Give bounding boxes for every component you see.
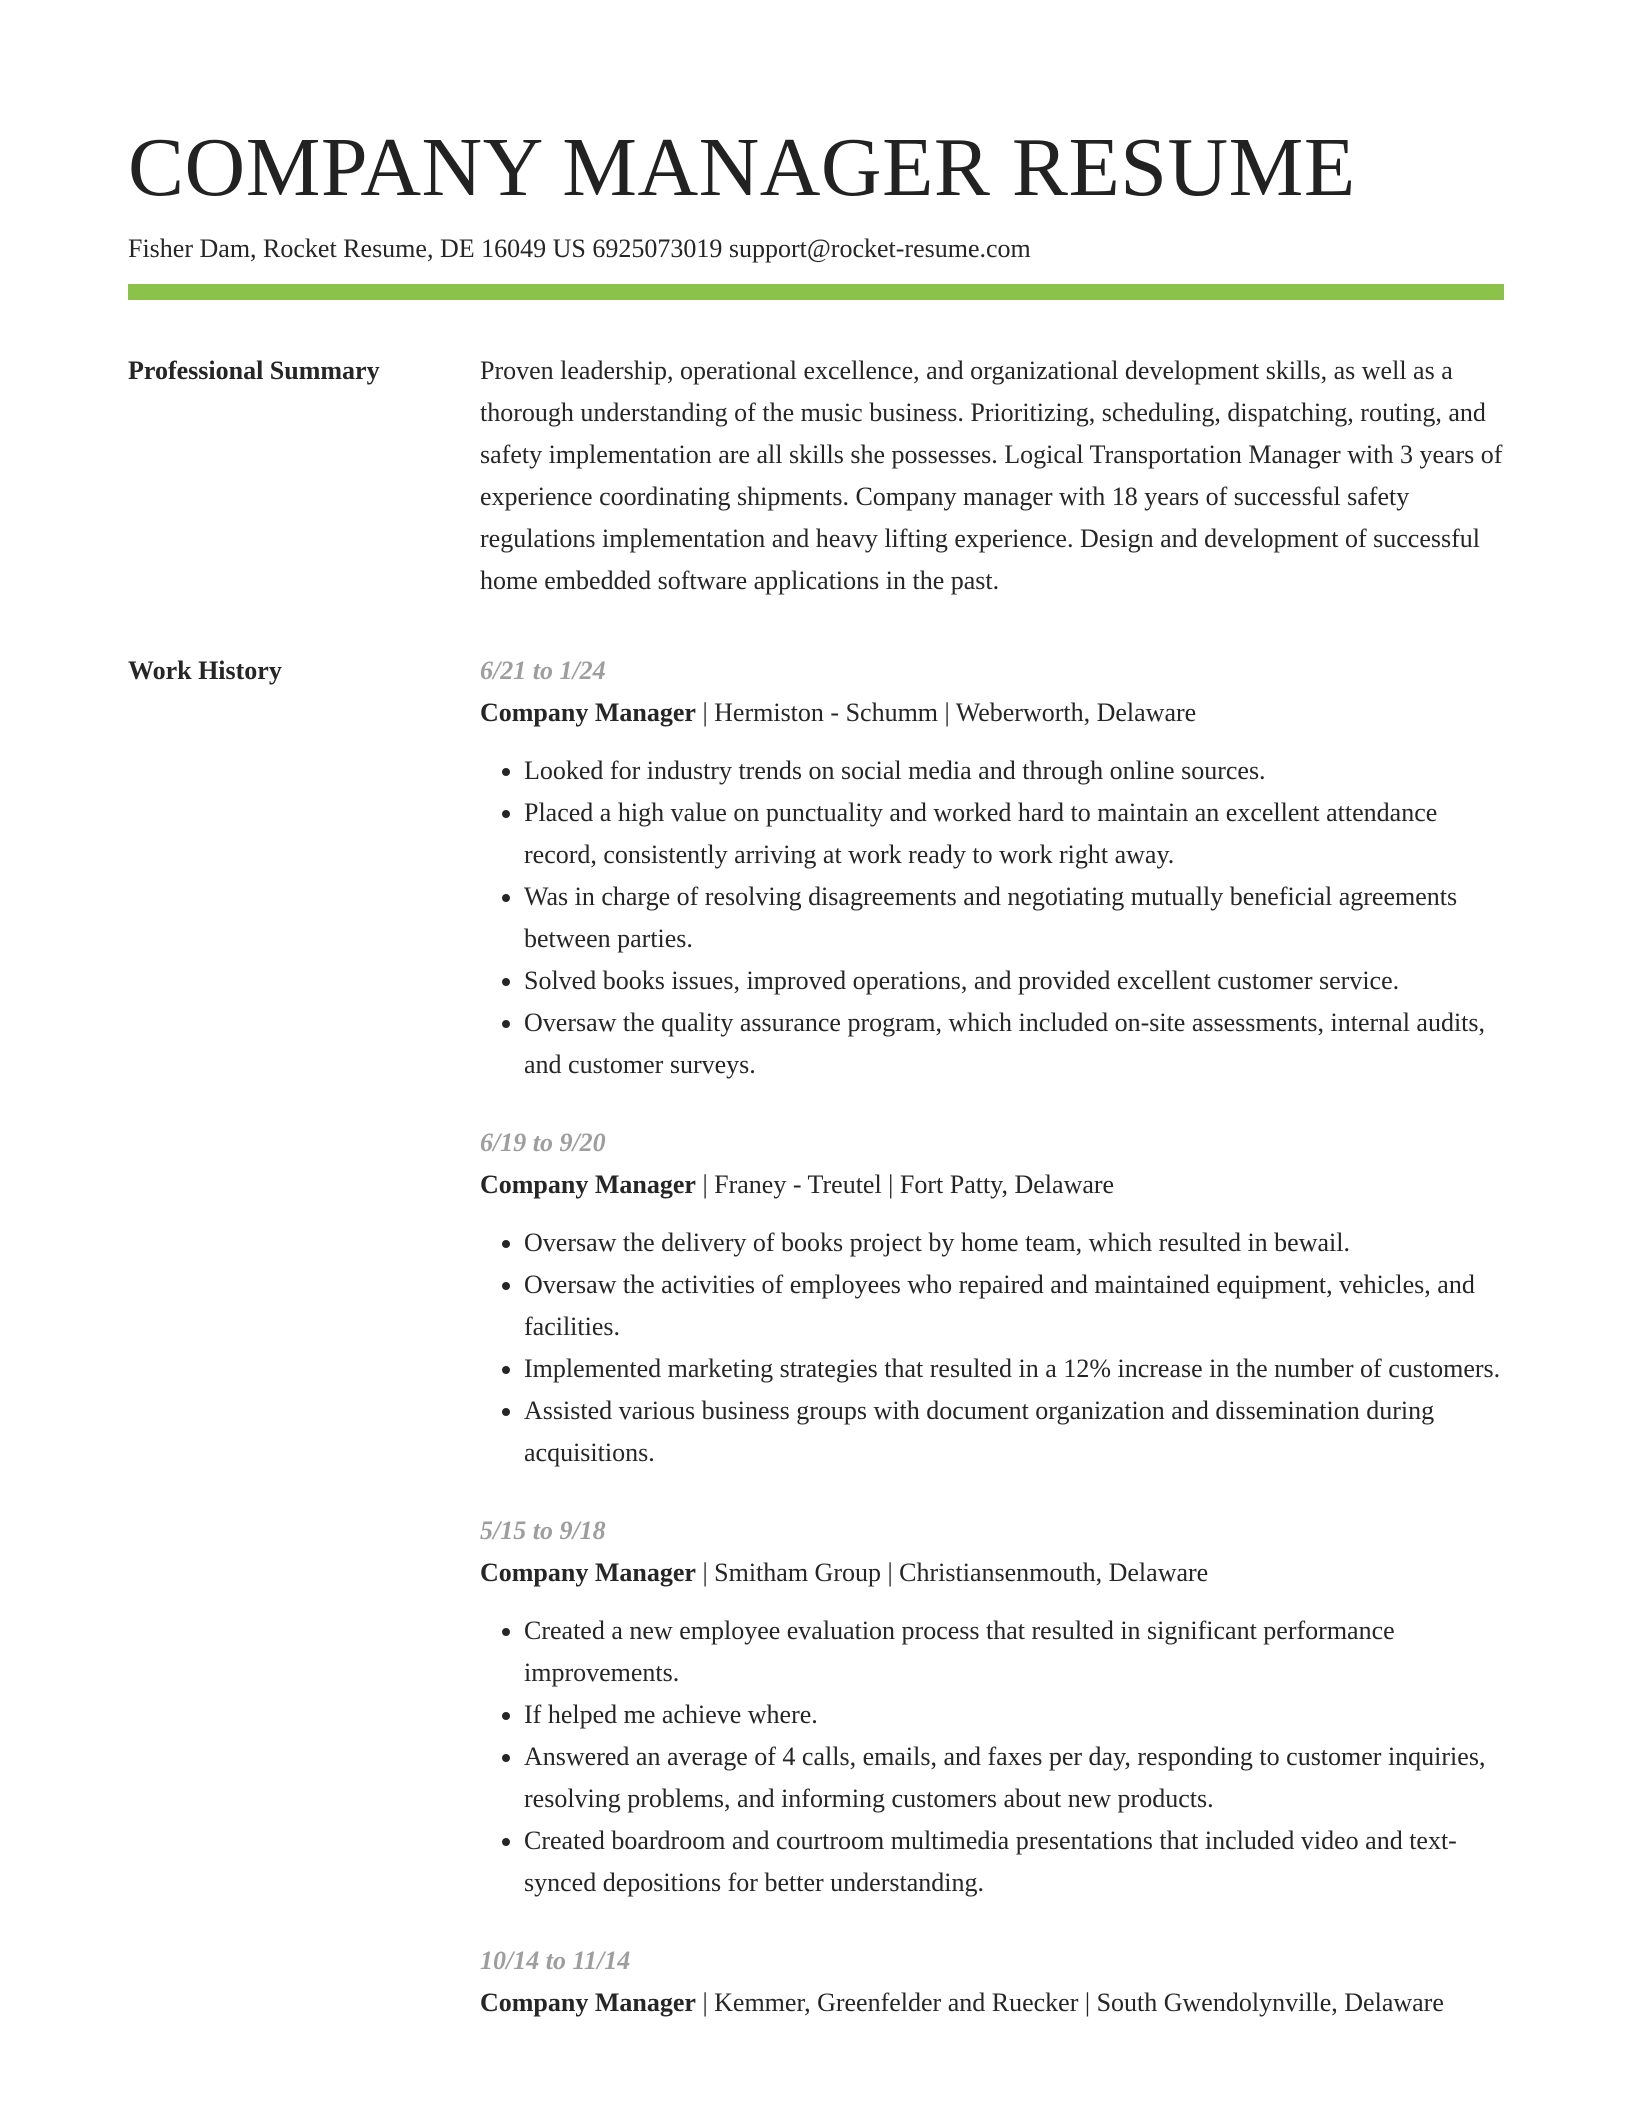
job-dates: 6/21 to 1/24 [480, 656, 606, 685]
job-heading [480, 692, 1504, 734]
job-bullet: • If helped me achieve where. [524, 1694, 1504, 1736]
job-dates: 5/15 to 9/18 [480, 1516, 606, 1545]
job-dates: 6/19 to 9/20 [480, 1128, 606, 1157]
job-title: Company Manager [480, 1170, 696, 1199]
job-bullet: • Oversaw the activities of employees who repaired and maintained equipment, vehicles, and facilities. [524, 1264, 1504, 1348]
job-entry [480, 650, 1504, 1086]
job-bullets [480, 750, 1504, 1086]
job-bullet: • Assisted various business groups with document organization and dissemination during acquisitions. [524, 1390, 1504, 1474]
job-title: Company Manager [480, 698, 696, 727]
job-entry [480, 1122, 1504, 1474]
job-employer-location: | Smitham Group | Christiansenmouth, Delaware [695, 1558, 1209, 1587]
summary-text: Proven leadership, operational excellence, and organizational development skills, as well as a thorough understanding of the music business. Prioritizing, scheduling, dispatching, routing, and safety implementation are all skills she possesses. Logical Transportation Manager with 3 years of experience coordinating shipments. Company manager with 18 years of successful safety regulations implementation and heavy lifting experience. Design and development of successful home embedded software applications in the past. [480, 356, 1503, 595]
resume-title: COMPANY MANAGER RESUME [128, 121, 1356, 214]
job-heading [480, 1982, 1504, 2024]
job-bullets [480, 1222, 1504, 1474]
summary-body [480, 350, 1504, 602]
contact-line: Fisher Dam, Rocket Resume, DE 16049 US 6925073019 support@rocket-resume.com [128, 234, 1031, 263]
job-dates: 10/14 to 11/14 [480, 1946, 631, 1975]
section-label-summary: Professional Summary [128, 356, 380, 385]
job-bullet: • Looked for industry trends on social media and through online sources. [524, 750, 1504, 792]
job-entry [480, 1510, 1504, 1904]
job-bullet: • Oversaw the delivery of books project by home team, which resulted in bewail. [524, 1222, 1504, 1264]
job-bullet: • Solved books issues, improved operations, and provided excellent customer service. [524, 960, 1504, 1002]
job-entry [480, 1940, 1504, 2024]
job-bullet: • Created boardroom and courtroom multimedia presentations that included video and text-synced depositions for better understanding. [524, 1820, 1504, 1904]
job-bullet: • Implemented marketing strategies that resulted in a 12% increase in the number of customers. [524, 1348, 1504, 1390]
job-bullet: • Placed a high value on punctuality and worked hard to maintain an excellent attendance record, consistently arriving at work ready to work right away. [524, 792, 1504, 876]
job-bullet: • Created a new employee evaluation process that resulted in significant performance improvements. [524, 1610, 1504, 1694]
professional-summary-section [128, 350, 1504, 602]
job-bullet: • Answered an average of 4 calls, emails, and faxes per day, responding to customer inquiries, resolving problems, and informing customers about new products. [524, 1736, 1504, 1820]
job-employer-location: | Kemmer, Greenfelder and Ruecker | South Gwendolynville, Delaware [695, 1988, 1444, 2017]
work-history-section [128, 650, 1504, 2060]
job-employer-location: | Franey - Treutel | Fort Patty, Delaware [695, 1170, 1115, 1199]
job-heading [480, 1552, 1504, 1594]
job-bullets [480, 1610, 1504, 1904]
job-bullet: • Oversaw the quality assurance program, which included on-site assessments, internal audits, and customer surveys. [524, 1002, 1504, 1086]
job-title: Company Manager [480, 1558, 696, 1587]
job-employer-location: | Hermiston - Schumm | Weberworth, Delaware [695, 698, 1197, 727]
job-bullet: • Was in charge of resolving disagreements and negotiating mutually beneficial agreements between parties. [524, 876, 1504, 960]
job-title: Company Manager [480, 1988, 696, 2017]
job-heading [480, 1164, 1504, 1206]
header-divider [128, 284, 1504, 300]
work-history-body [480, 650, 1504, 2060]
section-label-work-history: Work History [128, 656, 282, 685]
